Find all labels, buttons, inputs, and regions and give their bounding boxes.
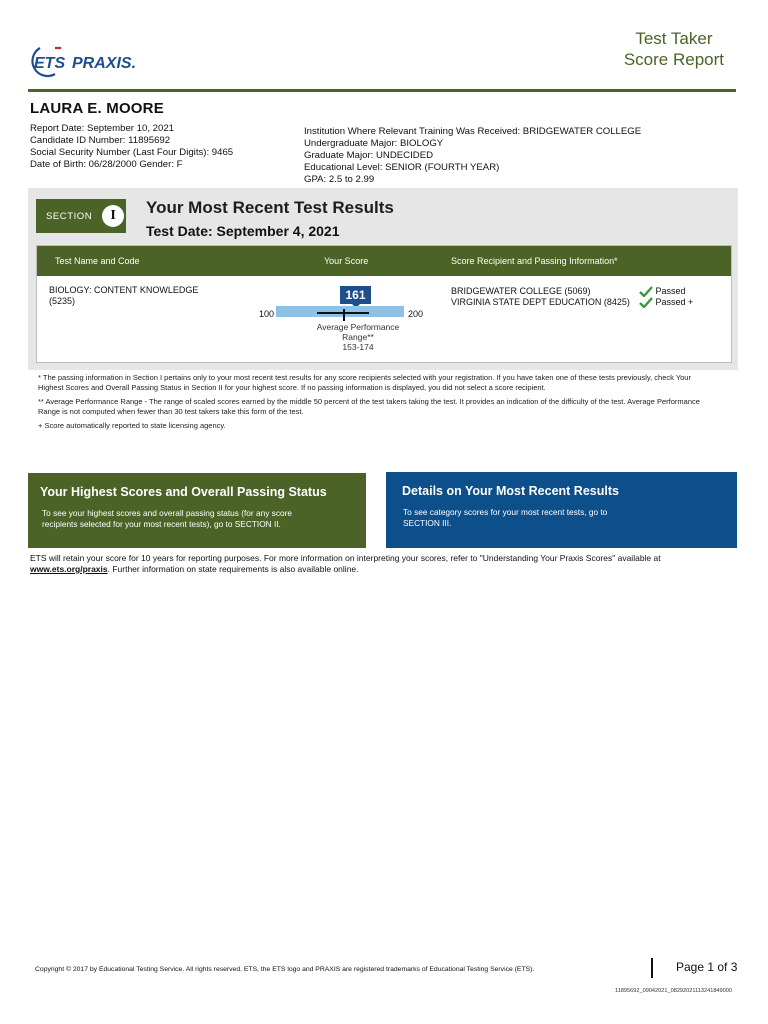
score-value: 161 (340, 286, 371, 304)
document-id: 11895692_09042021_08292021113241849000 (615, 988, 732, 994)
section-numeral: I (102, 205, 124, 227)
recipient-2: VIRGINIA STATE DEPT EDUCATION (8425) (451, 297, 630, 307)
status-row-1 (639, 286, 693, 297)
report-date: Report Date: September 10, 2021 (30, 123, 174, 134)
status-2: Passed + (655, 297, 694, 308)
passing-status (639, 286, 693, 308)
recent-details-text (403, 507, 607, 529)
results-table-header (37, 246, 731, 276)
retention-notice (30, 553, 730, 575)
highest-scores-title: Your Highest Scores and Overall Passing Status (40, 485, 327, 499)
page-number: Page 1 of 3 (676, 960, 738, 974)
recent-details-text-line2: SECTION III. (403, 518, 452, 528)
recent-details-title: Details on Your Most Recent Results (402, 484, 619, 498)
copyright: Copyright © 2017 by Educational Testing Service. All rights reserved. ETS, the ETS logo and PRAXIS are registered trademarks of Educational Testing Service (ETS). (35, 966, 535, 973)
avg-range-tick (343, 309, 345, 321)
recent-details-box (386, 472, 737, 548)
test-code: (5235) (49, 296, 76, 306)
status-row-2 (639, 297, 693, 308)
candidate-name: LAURA E. MOORE (30, 100, 164, 117)
ets-praxis-logo (28, 44, 146, 78)
scale-min: 100 (259, 309, 275, 319)
section-label: SECTION (46, 210, 93, 222)
report-title (624, 28, 724, 70)
header-divider (28, 89, 736, 92)
gpa: GPA: 2.5 to 2.99 (304, 174, 375, 185)
recipient-1: BRIDGEWATER COLLEGE (5069) (451, 286, 591, 296)
undergrad-major: Undergraduate Major: BIOLOGY (304, 138, 444, 149)
footnotes (38, 373, 714, 436)
col-recipient: Score Recipient and Passing Information* (451, 256, 618, 266)
ssn: Social Security Number (Last Four Digits): 9465 (30, 147, 234, 158)
candidate-info-left (30, 123, 233, 171)
retention-text: ETS will retain your score for 10 years for reporting purposes. For more information on interpreting your scores, refer to "Understanding Your Praxis Scores" available at (30, 553, 661, 563)
col-your-score: Your Score (324, 256, 369, 266)
education-level: Educational Level: SENIOR (FOURTH YEAR) (304, 162, 500, 173)
results-table (36, 245, 732, 363)
retention-text-rest: . Further information on state requirements is also available online. (107, 564, 359, 574)
logo-graphic (28, 44, 146, 78)
highest-scores-text (42, 508, 292, 530)
candidate-id: Candidate ID Number: 11895692 (30, 135, 171, 146)
svg-text:ETS: ETS (34, 55, 66, 72)
avg-range-value: 153-174 (342, 342, 374, 352)
recent-details-text-line1: To see category scores for your most recent tests, go to (403, 507, 608, 517)
institution: Institution Where Relevant Training Was Received: BRIDGEWATER COLLEGE (304, 126, 642, 137)
dob-gender: Date of Birth: 06/28/2000 Gender: F (30, 159, 183, 170)
candidate-info-right (304, 126, 641, 186)
footer-divider (651, 958, 653, 978)
check-icon (639, 286, 653, 297)
note-passing: * The passing information in Section I pertains only to your most recent test results for any score recipients selected with your registration. If you have taken one of these tests previously, check Your Highest Scores and Overall Passing Status in Section II for your highest score. If no passing information is displayed, you did not select a score recipient. (38, 373, 691, 392)
note-auto-report: + Score automatically reported to state licensing agency. (38, 421, 226, 430)
status-1: Passed (655, 286, 686, 296)
test-date: Test Date: September 4, 2021 (146, 223, 340, 239)
section1-title: Your Most Recent Test Results (146, 198, 394, 217)
report-title-line1: Test Taker (635, 29, 713, 48)
highest-scores-text-line2: recipients selected for your most recent tests), go to SECTION II. (42, 519, 281, 529)
test-name: BIOLOGY: CONTENT KNOWLEDGE (49, 285, 199, 295)
section-badge (36, 199, 126, 233)
grad-major: Graduate Major: UNDECIDED (304, 150, 434, 161)
report-title-line2: Score Report (623, 50, 724, 69)
recipient-list (451, 286, 630, 308)
avg-range-caption (303, 322, 413, 352)
highest-scores-box (28, 473, 366, 548)
check-icon (639, 297, 653, 308)
col-test-name: Test Name and Code (55, 256, 140, 266)
svg-text:PRAXIS.: PRAXIS. (72, 55, 137, 72)
avg-range-label: Average Performance Range** (316, 322, 400, 342)
test-name-cell (49, 285, 198, 307)
highest-scores-text-line1: To see your highest scores and overall passing status (for any score (42, 508, 292, 518)
scale-max: 200 (408, 309, 424, 319)
note-avg-range: ** Average Performance Range - The range of scaled scores earned by the middle 50 percent of the test takers taking the test. It provides an indication of the difficulty of the test. Average Performance Range is not computed when fewer than 30 test takers take this form of the test. (38, 397, 700, 416)
praxis-link[interactable]: www.ets.org/praxis (30, 564, 108, 574)
